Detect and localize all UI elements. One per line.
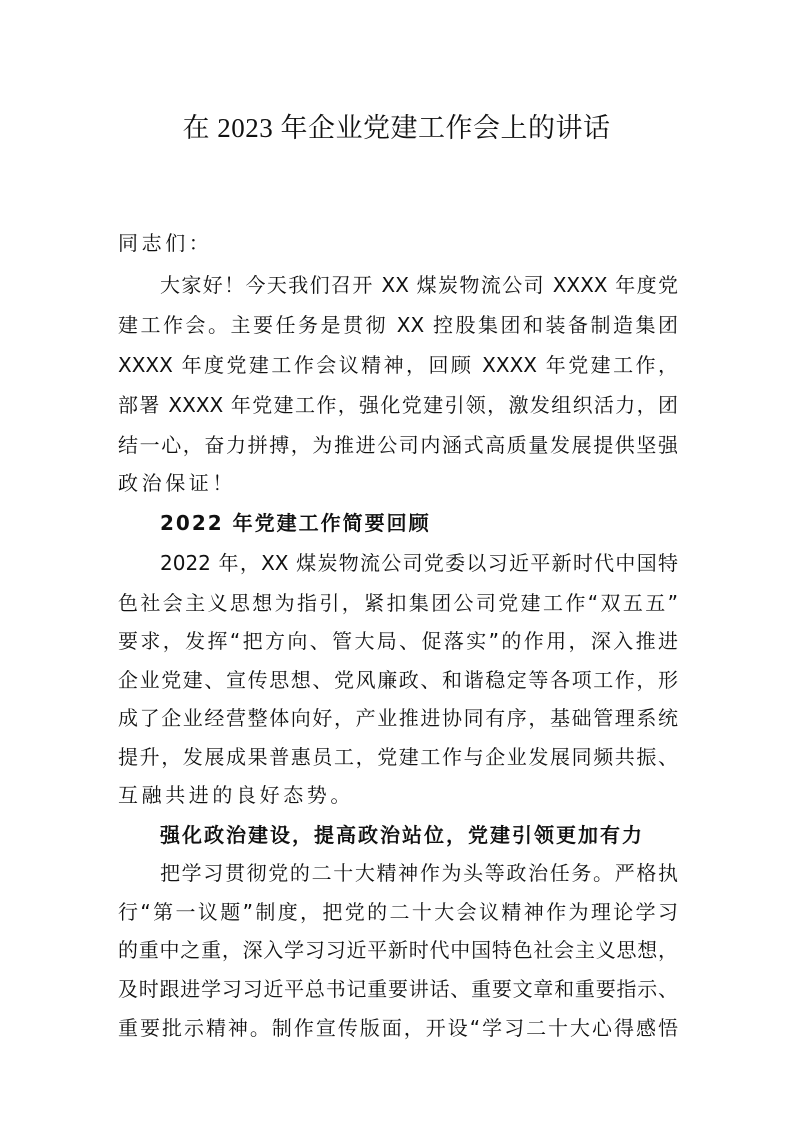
paragraph-line: 企业党建、宣传思想、党风廉政、和谐稳定等各项工作，形 [118,668,678,692]
paragraph-line: 2022 年，XX 煤炭物流公司党委以习近平新时代中国特 [160,551,678,575]
paragraph-line: 互融共进的良好态势。 [118,783,354,807]
paragraph-line: 大家好！今天我们召开 XX 煤炭物流公司 XXXX 年度党 [160,273,678,297]
section-heading: 强化政治建设，提高政治站位，党建引领更加有力 [160,823,644,847]
paragraph-line: 重要批示精神。制作宣传版面，开设“学习二十大心得感悟 [118,1016,678,1040]
paragraph-line: 要求，发挥“把方向、管大局、促落实”的作用，深入推进 [118,629,678,653]
paragraph-line: 及时跟进学习习近平总书记重要讲话、重要文章和重要指示、 [118,977,678,1001]
paragraph-line: 提升，发展成果普惠员工，党建工作与企业发展同频共振、 [118,745,678,769]
paragraph-line: 部署 XXXX 年党建工作，强化党建引领，激发组织活力，团 [118,393,678,417]
paragraph-line: 的重中之重，深入学习习近平新时代中国特色社会主义思想， [118,938,678,962]
salutation: 同志们： [118,231,213,255]
paragraph-line: 成了企业经营整体向好，产业推进协同有序，基础管理系统 [118,706,678,730]
paragraph-line: 色社会主义思想为指引，紧扣集团公司党建工作“双五五” [118,591,678,615]
paragraph-line: 政治保证！ [118,471,236,495]
document-title: 在 2023 年企业党建工作会上的讲话 [182,113,611,143]
paragraph-line: 行“第一议题”制度，把党的二十大会议精神作为理论学习 [118,900,678,924]
paragraph-line: 把学习贯彻党的二十大精神作为头等政治任务。严格执 [160,861,678,885]
paragraph-line: XXXX 年度党建工作会议精神，回顾 XXXX 年党建工作， [118,353,678,377]
paragraph-line: 结一心，奋力拼搏，为推进公司内涵式高质量发展提供坚强 [118,433,678,457]
paragraph-line: 建工作会。主要任务是贯彻 XX 控股集团和装备制造集团 [118,313,678,337]
section-heading: 2022 年党建工作简要回顾 [160,511,431,535]
